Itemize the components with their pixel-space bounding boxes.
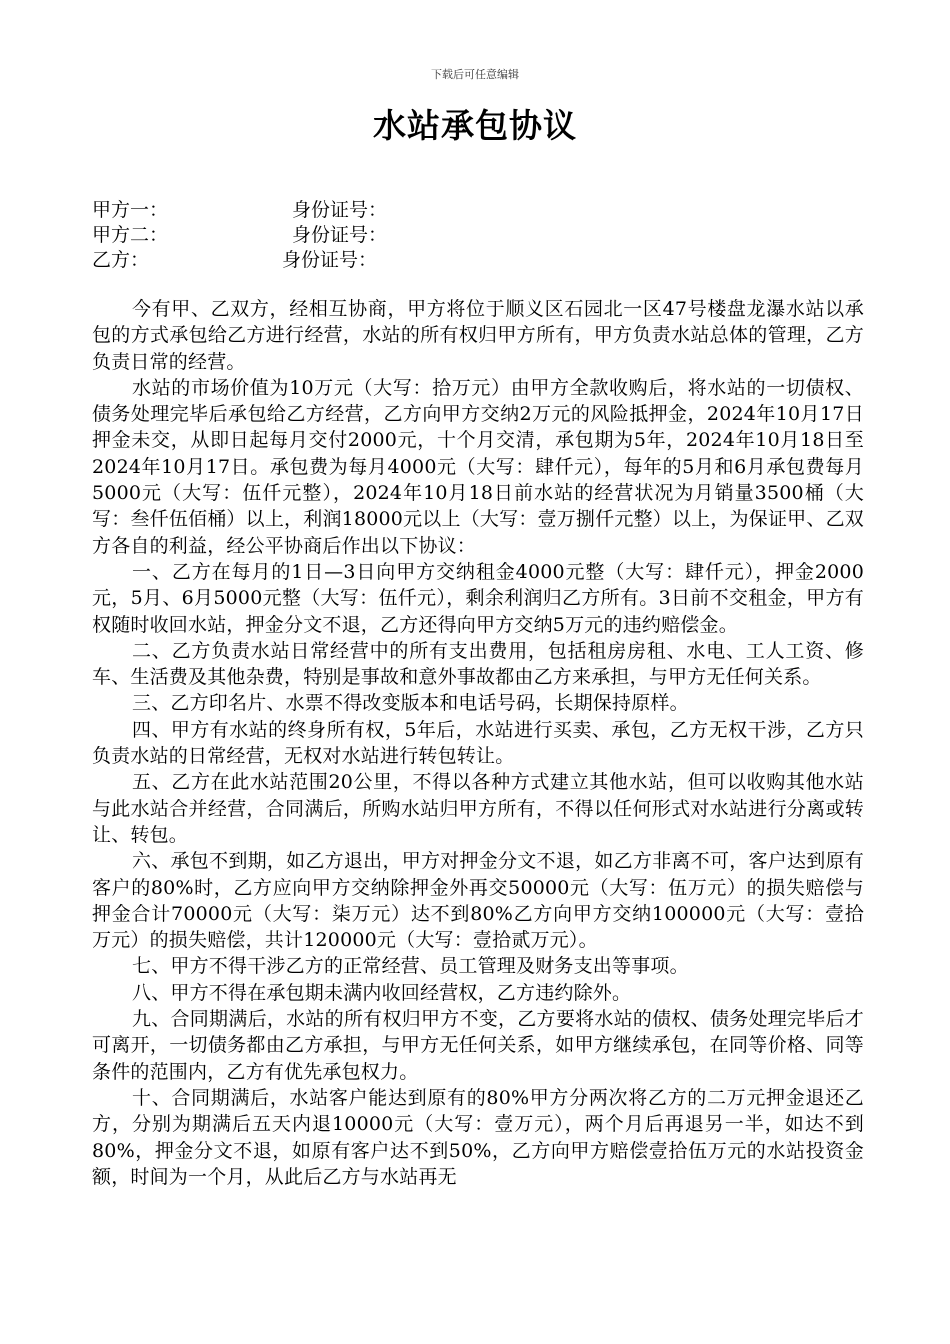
document-title: 水站承包协议 [373,106,577,145]
agreement-body [92,296,864,1190]
clause-10: 十、合同期满后，水站客户能达到原有的80%甲方分两次将乙方的二万元押金退还乙方，分别为期满后五天内退10000元（大写：壹万元），两个月后再退另一半，如达不到80%，押金分文不退，如原有客户达不到50%，乙方向甲方赔偿壹拾伍万元的水站投资金额，时间为一个月，从此后乙方与水站再无 [92,1086,864,1188]
party-row-b [92,248,872,273]
clause-1: 一、乙方在每月的1日—3日向甲方交纳租金4000元整（大写：肆仟元），押金2000元，5月、6月5000元整（大写：伍仟元），剩余利润归乙方所有。3日前不交租金，甲方有权随时收回水站，押金分文不退，乙方还得向甲方交纳5万元的违约赔偿金。 [92,560,864,636]
clause-6: 六、承包不到期，如乙方退出，甲方对押金分文不退，如乙方非离不可，客户达到原有客户的80%时，乙方应向甲方交纳除押金外再交50000元（大写：伍万元）的损失赔偿与押金合计70000元（大写：柒万元）达不到80%乙方向甲方交纳100000元（大写：壹拾万元）的损失赔偿，共计120000元（大写：壹拾贰万元）。 [92,850,864,952]
party-id-label: 身份证号： [282,249,378,271]
clause-7: 七、甲方不得干涉乙方的正常经营、员工管理及财务支出等事项。 [132,955,689,978]
header-note: 下载后可任意编辑 [431,68,519,81]
party-id-label: 身份证号： [292,224,388,246]
clause-9: 九、合同期满后，水站的所有权归甲方不变，乙方要将水站的债权、债务处理完毕后才可离开，一切债务都由乙方承担，与甲方无任何关系，如甲方继续承包，在同等价格、同等条件的范围内，乙方有优先承包权力。 [92,1008,864,1083]
party-label: 甲方一： [92,199,169,221]
clause-5: 五、乙方在此水站范围20公里，不得以各种方式建立其他水站，但可以收购其他水站与此水站合并经营，合同满后，所购水站归甲方所有，不得以任何形式对水站进行分离或转让、转包。 [92,771,864,846]
clause-3: 三、乙方印名片、水票不得改变版本和电话号码，长期保持原样。 [132,692,689,715]
party-label: 乙方： [92,249,150,271]
party-row-a2 [92,223,872,248]
clause-2: 二、乙方负责水站日常经营中的所有支出费用，包括租房房租、水电、工人工资、修车、生活费及其他杂费，特别是事故和意外事故都由乙方来承担，与甲方无任何关系。 [92,639,864,689]
party-id-label: 身份证号： [292,199,388,221]
clause-4: 四、甲方有水站的终身所有权，5年后，水站进行买卖、承包，乙方无权干涉，乙方只负责水站的日常经营，无权对水站进行转包转让。 [92,718,864,768]
parties-block [92,198,872,273]
paragraph-market-value: 水站的市场价值为10万元（大写：拾万元）由甲方全款收购后，将水站的一切债权、债务处理完毕后承包给乙方经营，乙方向甲方交纳2万元的风险抵押金，2024年10月17日押金未交，从即日起每月交付2000元，十个月交清，承包期为5年，2024年10月18日至2024年10月17日。承包费为每月4000元（大写：肆仟元），每年的5月和6月承包费每月5000元（大写：伍仟元整），2024年10月18日前水站的经营状况为月销量3500桶（大写：叁仟伍佰桶）以上，利润18000元以上（大写：壹万捌仟元整）以上，为保证甲、乙双方各自的利益，经公平协商后作出以下协议： [92,376,864,557]
paragraph-intro: 今有甲、乙双方，经相互协商，甲方将位于顺义区石园北一区47号楼盘龙瀑水站以承包的方式承包给乙方进行经营，水站的所有权归甲方所有，甲方负责水站总体的管理，乙方负责日常的经营。 [92,298,864,373]
party-row-a1 [92,198,872,223]
party-label: 甲方二： [92,224,169,246]
clause-8: 八、甲方不得在承包期未满内收回经营权，乙方违约除外。 [132,981,632,1004]
